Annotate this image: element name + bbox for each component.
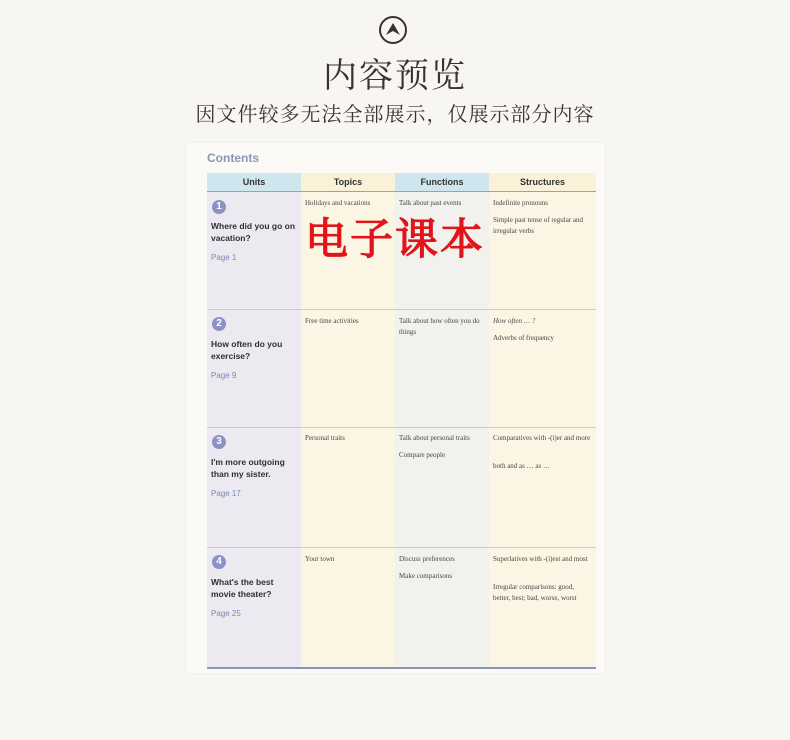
unit-title: I'm more outgoing than my sister. [211,457,285,479]
unit-topic: Your town [305,555,335,563]
unit-structure: Simple past tense of regular and irregular verbs [493,216,584,235]
unit-structure: Superlatives with -(i)est and most [493,555,588,563]
unit-number-badge: 4 [212,555,226,569]
unit-page-link[interactable]: Page 9 [211,371,237,380]
row-divider [207,547,596,548]
watermark-text: 电子课本 [305,215,485,265]
column-header-structures: Structures [489,173,596,191]
unit-number-badge: 1 [212,200,226,214]
unit-topic: Personal traits [305,434,345,442]
unit-page-link[interactable]: Page 25 [211,609,241,618]
unit-topic: Free time activities [305,317,359,325]
column-header-functions: Functions [395,173,489,191]
row-divider [207,427,596,428]
unit-function: Talk about past events [399,199,462,207]
unit-structure: Irregular comparisons: good, better, best; bad, worse, worst [493,583,577,602]
unit-function: Talk about how often you do things [399,317,480,336]
unit-page-link[interactable]: Page 1 [211,253,237,262]
header-divider [207,191,596,192]
unit-title: What's the best movie theater? [211,577,274,599]
table-bottom-rule [207,667,596,669]
unit-function: Compare people [399,451,446,459]
column-header-units: Units [207,173,301,191]
unit-function: Talk about personal traits [399,434,470,442]
page-title: 内容预览 [323,56,467,96]
contents-heading: Contents [207,151,259,165]
column-header-topics: Topics [301,173,395,191]
unit-number-badge: 3 [212,435,226,449]
page-subtitle: 因文件较多无法全部展示，仅展示部分内容 [195,102,595,126]
unit-topic: Holidays and vacations [305,199,371,207]
unit-number-badge: 2 [212,317,226,331]
unit-structure: Comparatives with -(i)er and more [493,434,591,442]
unit-function: Discuss preferences [399,555,455,563]
chevron-up-circle-icon [378,15,408,45]
unit-structure: Indefinite pronouns [493,199,549,207]
row-divider [207,309,596,310]
unit-function: Make comparisons [399,572,453,580]
unit-structure: Adverbs of frequency [493,334,555,342]
unit-page-link[interactable]: Page 17 [211,489,241,498]
unit-structure: How often … ? [493,317,536,325]
unit-title: Where did you go on vacation? [211,221,296,243]
unit-structure: both and as … as … [493,462,550,470]
unit-title: How often do you exercise? [211,339,283,361]
